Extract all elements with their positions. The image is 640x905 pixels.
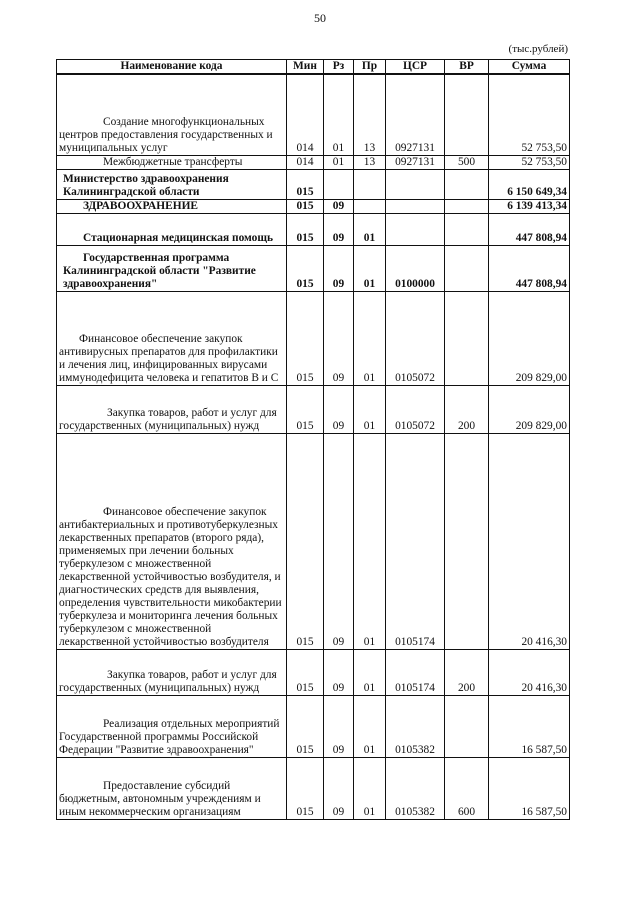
row-pr: 01 bbox=[354, 695, 386, 757]
col-header-name: Наименование кода bbox=[57, 60, 287, 75]
row-pr bbox=[354, 199, 386, 213]
row-name: ЗДРАВООХРАНЕНИЕ bbox=[57, 199, 287, 213]
table-row bbox=[57, 649, 570, 695]
row-min: 015 bbox=[287, 291, 324, 385]
row-rz: 09 bbox=[324, 757, 354, 819]
col-header-csr: ЦСР bbox=[386, 60, 445, 75]
row-sum: 20 416,30 bbox=[489, 433, 570, 649]
row-name: Закупка товаров, работ и услуг для государственных (муниципальных) нужд bbox=[57, 385, 287, 433]
row-name: Закупка товаров, работ и услуг для государственных (муниципальных) нужд bbox=[57, 649, 287, 695]
row-vr: 500 bbox=[445, 155, 489, 169]
row-min: 015 bbox=[287, 757, 324, 819]
row-min: 015 bbox=[287, 649, 324, 695]
row-rz: 09 bbox=[324, 385, 354, 433]
row-pr: 01 bbox=[354, 649, 386, 695]
budget-table bbox=[56, 59, 570, 820]
row-vr: 200 bbox=[445, 649, 489, 695]
row-name: Стационарная медицинская помощь bbox=[57, 213, 287, 245]
row-csr bbox=[386, 199, 445, 213]
row-csr: 0927131 bbox=[386, 155, 445, 169]
col-header-pr: Пр bbox=[354, 60, 386, 75]
row-rz: 01 bbox=[324, 74, 354, 155]
units-label: (тыс.рублей) bbox=[508, 43, 568, 55]
row-vr: 200 bbox=[445, 385, 489, 433]
table-row bbox=[57, 169, 570, 199]
row-name: Создание многофункциональных центров предоставления государственных и муниципальных услуг bbox=[57, 74, 287, 155]
table-row bbox=[57, 433, 570, 649]
row-csr: 0100000 bbox=[386, 245, 445, 291]
row-rz: 09 bbox=[324, 213, 354, 245]
row-vr bbox=[445, 291, 489, 385]
row-sum: 20 416,30 bbox=[489, 649, 570, 695]
row-vr bbox=[445, 245, 489, 291]
row-rz: 01 bbox=[324, 155, 354, 169]
table-row bbox=[57, 199, 570, 213]
table-header-row bbox=[57, 60, 570, 75]
row-rz: 09 bbox=[324, 695, 354, 757]
row-pr bbox=[354, 169, 386, 199]
row-name: Реализация отдельных мероприятий Государственной программы Российской Федерации "Развитие здравоохранения" bbox=[57, 695, 287, 757]
row-min: 015 bbox=[287, 695, 324, 757]
row-pr: 01 bbox=[354, 291, 386, 385]
row-pr: 01 bbox=[354, 213, 386, 245]
col-header-min: Мин bbox=[287, 60, 324, 75]
table-row bbox=[57, 213, 570, 245]
row-sum: 447 808,94 bbox=[489, 213, 570, 245]
row-csr: 0105382 bbox=[386, 757, 445, 819]
row-vr bbox=[445, 433, 489, 649]
row-csr: 0927131 bbox=[386, 74, 445, 155]
table-row bbox=[57, 757, 570, 819]
row-min: 014 bbox=[287, 155, 324, 169]
row-sum: 52 753,50 bbox=[489, 155, 570, 169]
row-rz bbox=[324, 169, 354, 199]
table-row bbox=[57, 74, 570, 155]
row-csr bbox=[386, 169, 445, 199]
col-header-vr: ВР bbox=[445, 60, 489, 75]
row-vr: 600 bbox=[445, 757, 489, 819]
row-name: Государственная программа Калининградской области "Развитие здравоохранения" bbox=[57, 245, 287, 291]
row-pr: 13 bbox=[354, 74, 386, 155]
row-name: Межбюджетные трансферты bbox=[57, 155, 287, 169]
row-name: Финансовое обеспечение закупок антивирусных препаратов для профилактики и лечения лиц, инфицированных вирусами иммунодефицита человека и гепатитов В и С bbox=[57, 291, 287, 385]
row-sum: 16 587,50 bbox=[489, 695, 570, 757]
row-name: Предоставление субсидий бюджетным, автономным учреждениям и иным некоммерческим организациям bbox=[57, 757, 287, 819]
row-sum: 447 808,94 bbox=[489, 245, 570, 291]
row-sum: 6 150 649,34 bbox=[489, 169, 570, 199]
row-rz: 09 bbox=[324, 649, 354, 695]
col-header-sum: Сумма bbox=[489, 60, 570, 75]
row-csr bbox=[386, 213, 445, 245]
col-header-rz: Рз bbox=[324, 60, 354, 75]
row-sum: 52 753,50 bbox=[489, 74, 570, 155]
table-row bbox=[57, 155, 570, 169]
row-name: Финансовое обеспечение закупок антибактериальных и противотуберкулезных лекарственных препаратов (второго ряда), применяемых при лечении больных туберкулезом с множественной лекарственной устойчивостью возбудителя, и диагностических средств для выявления, определения чувствительности микобактерии туберкулеза и мониторинга лечения больных туберкулезом с множественной лекарственной устойчивостью возбудителя bbox=[57, 433, 287, 649]
table-row bbox=[57, 695, 570, 757]
row-rz: 09 bbox=[324, 199, 354, 213]
row-vr bbox=[445, 213, 489, 245]
row-csr: 0105382 bbox=[386, 695, 445, 757]
row-pr: 01 bbox=[354, 245, 386, 291]
row-vr bbox=[445, 169, 489, 199]
table-row bbox=[57, 385, 570, 433]
page-number: 50 bbox=[314, 11, 326, 25]
row-min: 015 bbox=[287, 385, 324, 433]
row-name: Министерство здравоохранения Калининградской области bbox=[57, 169, 287, 199]
row-rz: 09 bbox=[324, 433, 354, 649]
row-min: 015 bbox=[287, 213, 324, 245]
row-csr: 0105174 bbox=[386, 433, 445, 649]
row-sum: 16 587,50 bbox=[489, 757, 570, 819]
row-min: 015 bbox=[287, 199, 324, 213]
row-vr bbox=[445, 695, 489, 757]
row-pr: 01 bbox=[354, 433, 386, 649]
table-row bbox=[57, 291, 570, 385]
row-rz: 09 bbox=[324, 245, 354, 291]
row-vr bbox=[445, 74, 489, 155]
row-sum: 209 829,00 bbox=[489, 385, 570, 433]
row-csr: 0105072 bbox=[386, 291, 445, 385]
row-rz: 09 bbox=[324, 291, 354, 385]
row-sum: 209 829,00 bbox=[489, 291, 570, 385]
row-min: 015 bbox=[287, 169, 324, 199]
row-min: 015 bbox=[287, 433, 324, 649]
row-pr: 01 bbox=[354, 757, 386, 819]
row-pr: 13 bbox=[354, 155, 386, 169]
row-sum: 6 139 413,34 bbox=[489, 199, 570, 213]
table-row bbox=[57, 245, 570, 291]
row-pr: 01 bbox=[354, 385, 386, 433]
row-vr bbox=[445, 199, 489, 213]
row-csr: 0105072 bbox=[386, 385, 445, 433]
row-csr: 0105174 bbox=[386, 649, 445, 695]
row-min: 015 bbox=[287, 245, 324, 291]
row-min: 014 bbox=[287, 74, 324, 155]
